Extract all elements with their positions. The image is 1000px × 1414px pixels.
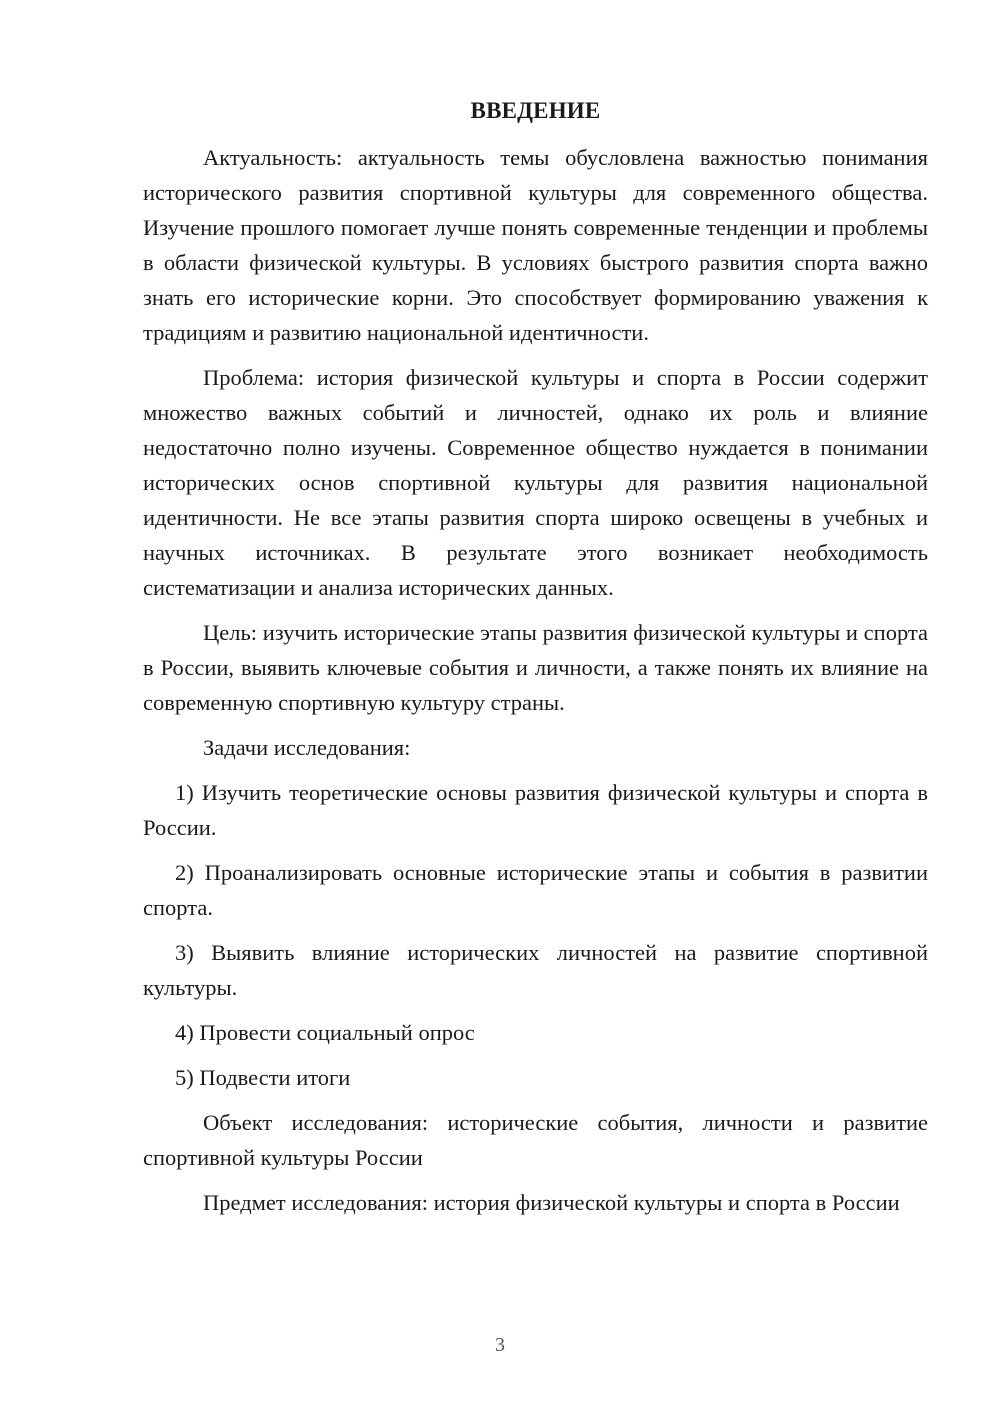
task-item-4: 4) Провести социальный опрос (175, 1020, 475, 1045)
task-item-2: 2) Проанализировать основные исторические этапы и события в развитии спорта. (143, 860, 928, 920)
task-item-1: 1) Изучить теоретические основы развития физической культуры и спорта в России. (143, 780, 928, 840)
problem-paragraph: Проблема: история физической культуры и спорта в России содержит множество важных событий и личностей, однако их роль и влияние недостаточно полно изучены. Современное общество нуждается в понимании исторических основ спортивной культуры для развития национальной идентичности. Не все этапы развития спорта широко освещены в учебных и научных источниках. В результате этого возникает необходимость систематизации и анализа исторических данных. (143, 365, 928, 600)
text-column (143, 96, 928, 1230)
research-object-paragraph: Объект исследования: исторические события, личности и развитие спортивной культуры России (143, 1110, 928, 1170)
goal-paragraph: Цель: изучить исторические этапы развития физической культуры и спорта в России, выявить ключевые события и личности, а также понять их влияние на современную спортивную культуру страны. (143, 620, 928, 715)
page-title: ВВЕДЕНИЕ (470, 98, 601, 123)
research-subject-paragraph: Предмет исследования: история физической культуры и спорта в России (203, 1190, 900, 1215)
relevance-paragraph: Актуальность: актуальность темы обусловлена важностью понимания исторического развития спортивной культуры для современного общества. Изучение прошлого помогает лучше понять современные тенденции и проблемы в области физической культуры. В условиях быстрого развития спорта важно знать его исторические корни. Это способствует формированию уважения к традициям и развитию национальной идентичности. (143, 145, 928, 345)
page-number: 3 (495, 1334, 505, 1356)
task-item-5: 5) Подвести итоги (175, 1065, 351, 1090)
task-item-3: 3) Выявить влияние исторических личностей на развитие спортивной культуры. (143, 940, 928, 1000)
tasks-heading: Задачи исследования: (203, 735, 411, 760)
